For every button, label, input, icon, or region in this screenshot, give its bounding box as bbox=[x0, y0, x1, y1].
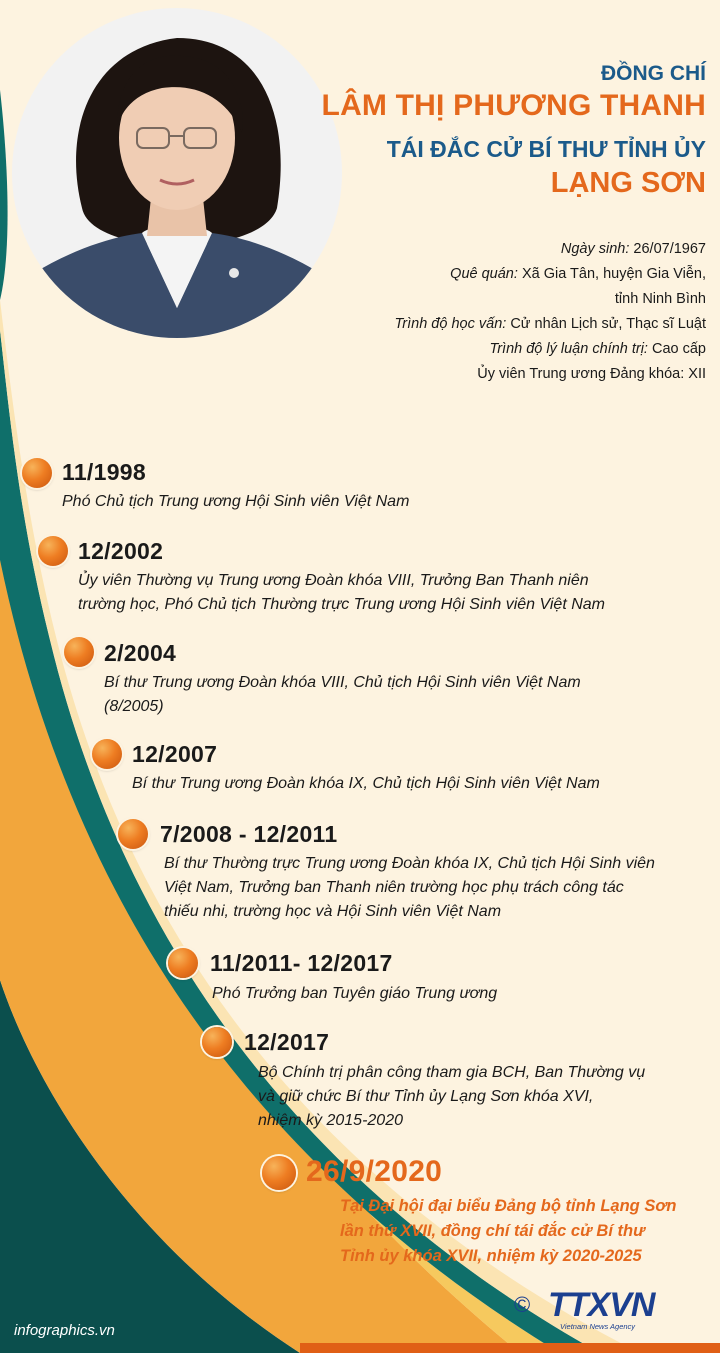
bio-birth bbox=[346, 238, 706, 261]
event-date: 11/2011- 12/2017 bbox=[210, 950, 393, 976]
event-line: Bí thư Trung ương Đoàn khóa VIII, Chủ tịch Hội Sinh viên Việt Nam bbox=[104, 674, 581, 691]
event-line: và giữ chức Bí thư Tỉnh ủy Lạng Sơn khóa XVI, bbox=[258, 1088, 594, 1105]
timeline-dot bbox=[92, 739, 122, 769]
timeline-dot bbox=[168, 948, 198, 978]
header-title: TÁI ĐẮC CỬ BÍ THƯ TỈNH ỦY bbox=[386, 136, 706, 162]
event-date: 11/1998 bbox=[62, 459, 146, 485]
event-line: Ủy viên Thường vụ Trung ương Đoàn khóa VIII, Trưởng Ban Thanh niên bbox=[78, 572, 589, 589]
timeline-dot bbox=[22, 458, 52, 488]
header-place: LẠNG SƠN bbox=[550, 167, 706, 199]
event-line: Bí thư Trung ương Đoàn khóa IX, Chủ tịch Hội Sinh viên Việt Nam bbox=[132, 775, 600, 792]
event-desc bbox=[258, 1061, 708, 1133]
logo-subtitle: Vietnam News Agency bbox=[560, 1322, 636, 1331]
bio-birth-label: Ngày sinh: bbox=[560, 241, 630, 257]
event-date: 12/2017 bbox=[244, 1029, 330, 1055]
event-date: 7/2008 - 12/2011 bbox=[160, 821, 338, 847]
timeline-dot bbox=[64, 637, 94, 667]
event-line: trường học, Phó Chủ tịch Thường trực Trung ương Hội Sinh viên Việt Nam bbox=[78, 596, 605, 613]
event-desc bbox=[340, 1194, 712, 1269]
bio-hometown-value-1: Xã Gia Tân, huyện Gia Viễn, bbox=[521, 266, 706, 282]
bio-hometown bbox=[346, 263, 706, 286]
bio-education bbox=[346, 313, 706, 336]
bio-hometown-value-2: tỉnh Ninh Bình bbox=[614, 291, 706, 307]
portrait-photo bbox=[12, 8, 342, 338]
timeline-dot bbox=[38, 536, 68, 566]
bio-politics bbox=[346, 338, 706, 361]
timeline-dot bbox=[202, 1027, 232, 1057]
bio-education-value: Cử nhân Lịch sử, Thạc sĩ Luật bbox=[510, 316, 706, 332]
bio-birth-value: 26/07/1967 bbox=[633, 241, 706, 257]
event-desc bbox=[164, 852, 709, 924]
event-line: thiếu nhi, trường học và Hội Sinh viên Việt Nam bbox=[164, 903, 502, 920]
event-desc bbox=[132, 772, 702, 796]
bio-hometown-cont bbox=[346, 288, 706, 311]
event-date: 12/2002 bbox=[78, 538, 164, 564]
event-line: Việt Nam, Trưởng ban Thanh niên trường học phụ trách công tác bbox=[164, 879, 624, 896]
event-line: (8/2005) bbox=[104, 698, 164, 715]
event-line: lần thứ XVII, đồng chí tái đắc cử Bí thư bbox=[340, 1222, 645, 1240]
event-date: 12/2007 bbox=[132, 741, 218, 767]
event-line: nhiệm kỳ 2015-2020 bbox=[258, 1112, 403, 1129]
header-prefix: ĐỒNG CHÍ bbox=[601, 62, 706, 85]
bio-politics-value: Cao cấp bbox=[651, 341, 706, 357]
timeline-dot bbox=[262, 1156, 296, 1190]
header-name: LÂM THỊ PHƯƠNG THANH bbox=[321, 89, 706, 122]
event-desc bbox=[212, 982, 702, 1006]
event-desc bbox=[78, 569, 708, 617]
bio-politics-label: Trình độ lý luận chính trị: bbox=[489, 341, 648, 357]
event-line: Phó Chủ tịch Trung ương Hội Sinh viên Việt Nam bbox=[62, 493, 410, 510]
event-date: 2/2004 bbox=[104, 640, 177, 666]
ttxvn-logo bbox=[514, 1288, 704, 1334]
event-date: 26/9/2020 bbox=[306, 1155, 443, 1188]
bio-committee-text: Ủy viên Trung ương Đảng khóa: XII bbox=[477, 366, 706, 382]
site-credit: infographics.vn bbox=[14, 1322, 115, 1339]
event-desc bbox=[62, 490, 662, 514]
timeline-dot bbox=[118, 819, 148, 849]
header bbox=[322, 62, 706, 200]
event-line: Tỉnh ủy khóa XVII, nhiệm kỳ 2020-2025 bbox=[340, 1247, 642, 1265]
event-line: Phó Trưởng ban Tuyên giáo Trung ương bbox=[212, 985, 498, 1002]
bio-block bbox=[346, 238, 706, 388]
bio-committee bbox=[346, 363, 706, 386]
event-line: Tại Đại hội đại biểu Đảng bộ tỉnh Lạng Sơn bbox=[340, 1197, 677, 1215]
logo-wordmark: TTXVN bbox=[548, 1286, 655, 1324]
bio-education-label: Trình độ học vấn: bbox=[394, 316, 507, 332]
bio-hometown-label: Quê quán: bbox=[450, 266, 518, 282]
event-line: Bộ Chính trị phân công tham gia BCH, Ban Thường vụ bbox=[258, 1064, 646, 1081]
copyright-icon: © bbox=[514, 1292, 531, 1317]
event-line: Bí thư Thường trực Trung ương Đoàn khóa IX, Chủ tịch Hội Sinh viên bbox=[164, 855, 655, 872]
event-desc bbox=[104, 671, 704, 719]
